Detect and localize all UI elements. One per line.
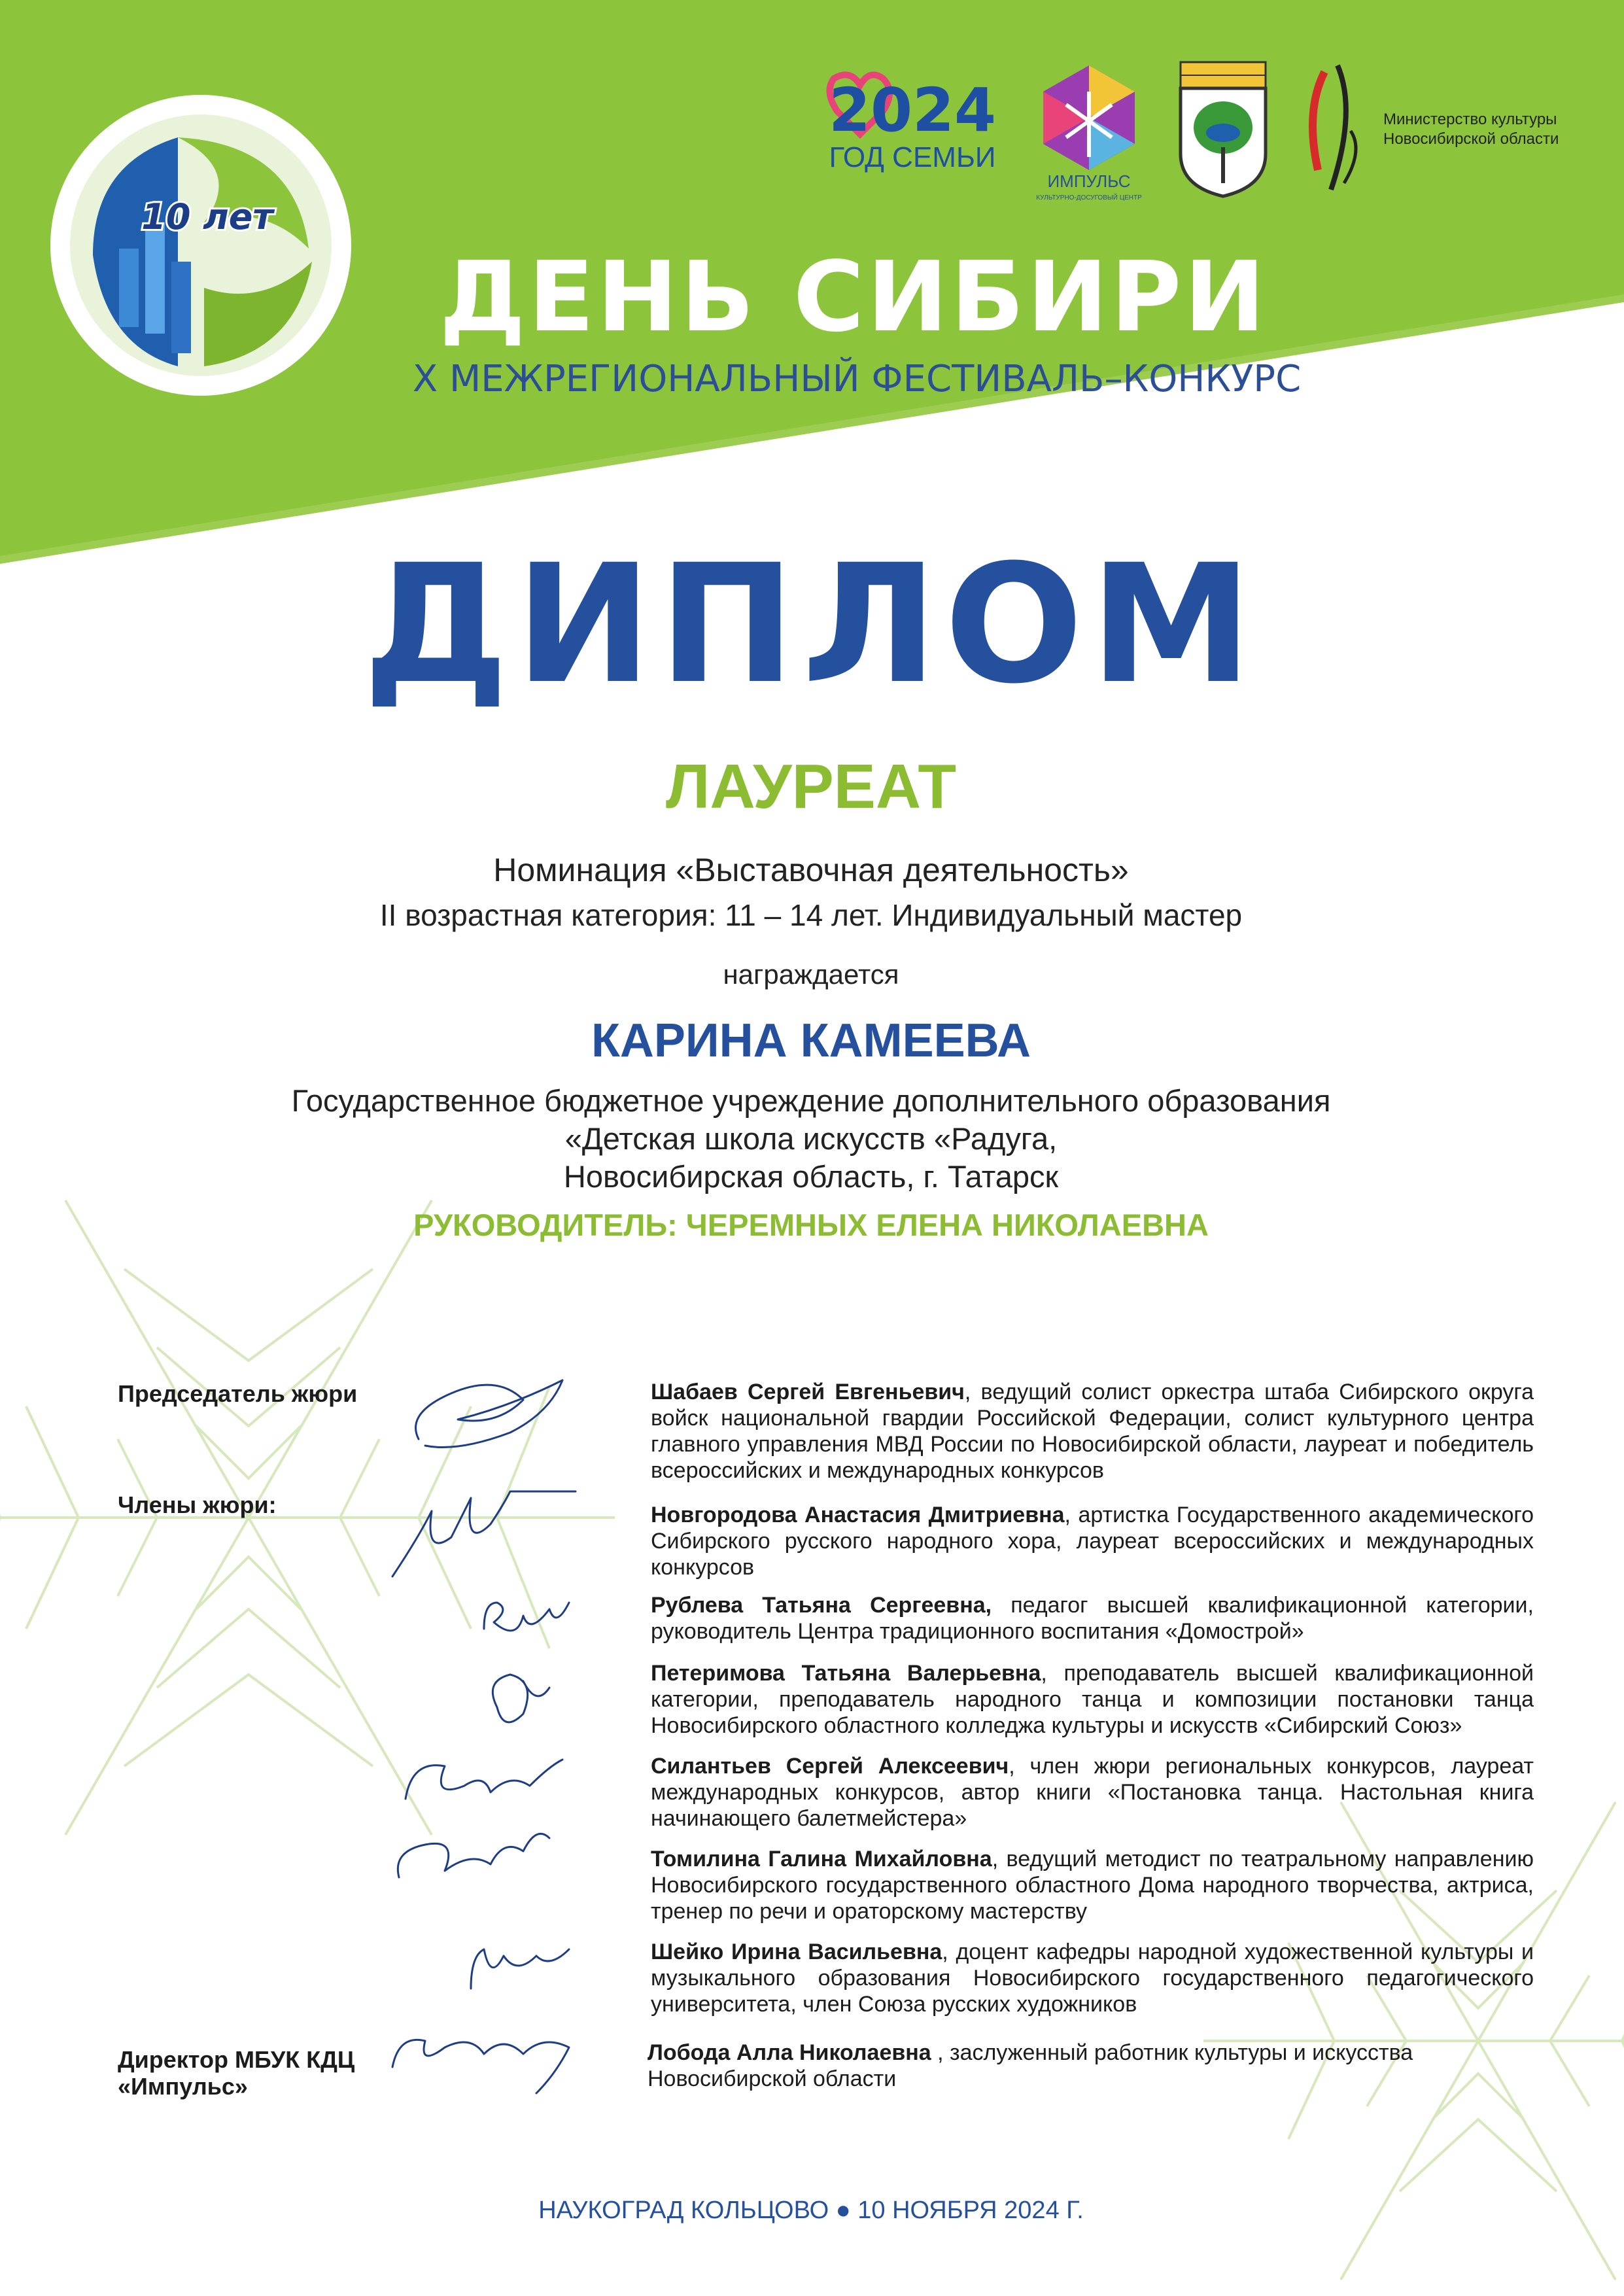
awarded-label: награждается bbox=[723, 959, 899, 990]
nomination-text: Номинация «Выставочная деятельность» bbox=[493, 852, 1129, 888]
signature-member-1 bbox=[392, 1491, 576, 1576]
footer-text: НАУКОГРАД КОЛЬЦОВО ● 10 НОЯБРЯ 2024 Г. bbox=[538, 2197, 1084, 2224]
signature-member-6 bbox=[471, 1949, 569, 1989]
ministry-logo-line1: Министерство культуры bbox=[1383, 111, 1557, 128]
leader-text: РУКОВОДИТЕЛЬ: ЧЕРЕМНЫХ ЕЛЕНА НИКОЛАЕВНА bbox=[413, 1208, 1209, 1242]
director-label-line2: «Импульс» bbox=[118, 2073, 248, 2100]
ministry-logo bbox=[1313, 65, 1559, 190]
coat-of-arms bbox=[1181, 62, 1266, 196]
jury-member-4 bbox=[651, 1660, 1534, 1739]
jury-member-1-desc: , ведущий солист оркестра штаба Сибирского округа войск национальной гвардии Российской Федерации, солист культурного центра главного управления МВД России по Новосибирской области, лауреат и победитель всероссийских и международных конкурсов bbox=[651, 1380, 1534, 1484]
jury-member-3 bbox=[651, 1592, 1534, 1644]
jury-member-4-name: Петеримова Татьяна Валерьевна bbox=[651, 1661, 1041, 1686]
jury-member-6 bbox=[651, 1846, 1534, 1924]
jury-member-3-desc: педагог высшей квалификационной категории, руководитель Центра традиционного воспитания «Домострой» bbox=[651, 1593, 1534, 1644]
director-desc: , заслуженный работник культуры и искусства Новосибирской области bbox=[648, 2040, 1413, 2092]
jury-member-2-desc: , артистка Государственного академического Сибирского русского народного хора, лауреат всероссийских и международных конкурсов bbox=[651, 1503, 1534, 1580]
jury-member-2-name: Новгородова Анастасия Дмитриевна bbox=[651, 1503, 1065, 1527]
year-of-family-logo bbox=[829, 75, 996, 173]
festival-subtitle: X МЕЖРЕГИОНАЛЬНЫЙ ФЕСТИВАЛЬ–КОНКУРС bbox=[412, 358, 1302, 400]
signatures bbox=[353, 1341, 628, 2126]
jury-member-6-name: Томилина Галина Михайловна bbox=[651, 1847, 992, 1871]
institution-line-2: «Детская школа искусств «Радуга, bbox=[564, 1121, 1058, 1156]
anniversary-logo bbox=[47, 92, 354, 399]
jury-member-5-desc: , член жюри региональных конкурсов, лауреат международных конкурсов, автор книги «Постановка танца. Настольная книга начинающего балетмейстера» bbox=[651, 1754, 1534, 1832]
director-name: Лобода Алла Николаевна bbox=[648, 2040, 931, 2065]
jury-chair-label: Председатель жюри bbox=[118, 1380, 358, 1407]
partner-logos bbox=[821, 52, 1560, 203]
director-label-line1: Директор МБУК КДЦ bbox=[118, 2046, 355, 2073]
institution-line-1: Государственное бюджетное учреждение дополнительного образования bbox=[291, 1083, 1331, 1118]
impulse-logo-caption: КУЛЬТУРНО-ДОСУГОВЫЙ ЦЕНТР bbox=[1036, 194, 1142, 201]
year-logo-number: 2024 bbox=[828, 75, 997, 145]
institution-line-3: Новосибирская область, г. Татарск bbox=[563, 1159, 1059, 1194]
jury-member-7-name: Шейко Ирина Васильевна bbox=[651, 1939, 942, 1964]
impulse-logo-name: ИМПУЛЬС bbox=[1047, 171, 1131, 191]
signature-director bbox=[392, 2040, 569, 2093]
jury-member-5-name: Силантьев Сергей Алексеевич bbox=[651, 1754, 1009, 1779]
signature-member-3 bbox=[492, 1675, 549, 1722]
signature-member-5 bbox=[398, 1834, 549, 1877]
rank-title: ЛАУРЕАТ bbox=[666, 752, 956, 822]
ministry-logo-line2: Новосибирской области bbox=[1383, 130, 1559, 148]
jury-members-label: Члены жюри: bbox=[118, 1491, 277, 1518]
festival-title: ДЕНЬ СИБИРИ bbox=[439, 241, 1268, 353]
jury-member-5 bbox=[651, 1753, 1534, 1832]
recipient-name: КАРИНА КАМЕЕВА bbox=[591, 1015, 1031, 1067]
jury-member-1 bbox=[651, 1379, 1534, 1484]
jury-member-2 bbox=[651, 1502, 1534, 1580]
signature-member-2 bbox=[484, 1603, 569, 1631]
jury-member-1-name: Шабаев Сергей Евгеньевич bbox=[651, 1380, 965, 1404]
jury-member-4-desc: , преподаватель высшей квалификационной категории, преподаватель народного танца и композиции постановки танца Новосибирского областного колледжа культуры и искусств «Сибирский Союз» bbox=[651, 1661, 1534, 1739]
jury-member-3-name: Рублева Татьяна Сергеевна, bbox=[651, 1593, 992, 1618]
jury-member-6-desc: , ведущий методист по театральному направлению Новосибирского государственного областного Дома народного творчества, актриса, тренер по речи и ораторскому мастерству bbox=[651, 1847, 1534, 1924]
jury-member-7 bbox=[651, 1939, 1534, 2017]
director-entry bbox=[648, 2040, 1537, 2092]
category-text: II возрастная категория: 11 – 14 лет. Индивидуальный мастер bbox=[379, 898, 1243, 932]
signature-member-4 bbox=[406, 1760, 562, 1799]
jury-member-7-desc: , доцент кафедры народной художественной культуры и музыкального образования Новосибирского государственного педагогического университета, член Союза русских художников bbox=[651, 1939, 1534, 2017]
signature-chair bbox=[416, 1380, 562, 1448]
diploma-title: ДИПЛОМ bbox=[362, 529, 1260, 720]
year-logo-caption: ГОД СЕМЬИ bbox=[829, 141, 996, 173]
impulse-logo bbox=[1036, 65, 1142, 201]
anniversary-badge-text: 10 лет bbox=[141, 196, 273, 237]
director-label bbox=[118, 2046, 354, 2100]
